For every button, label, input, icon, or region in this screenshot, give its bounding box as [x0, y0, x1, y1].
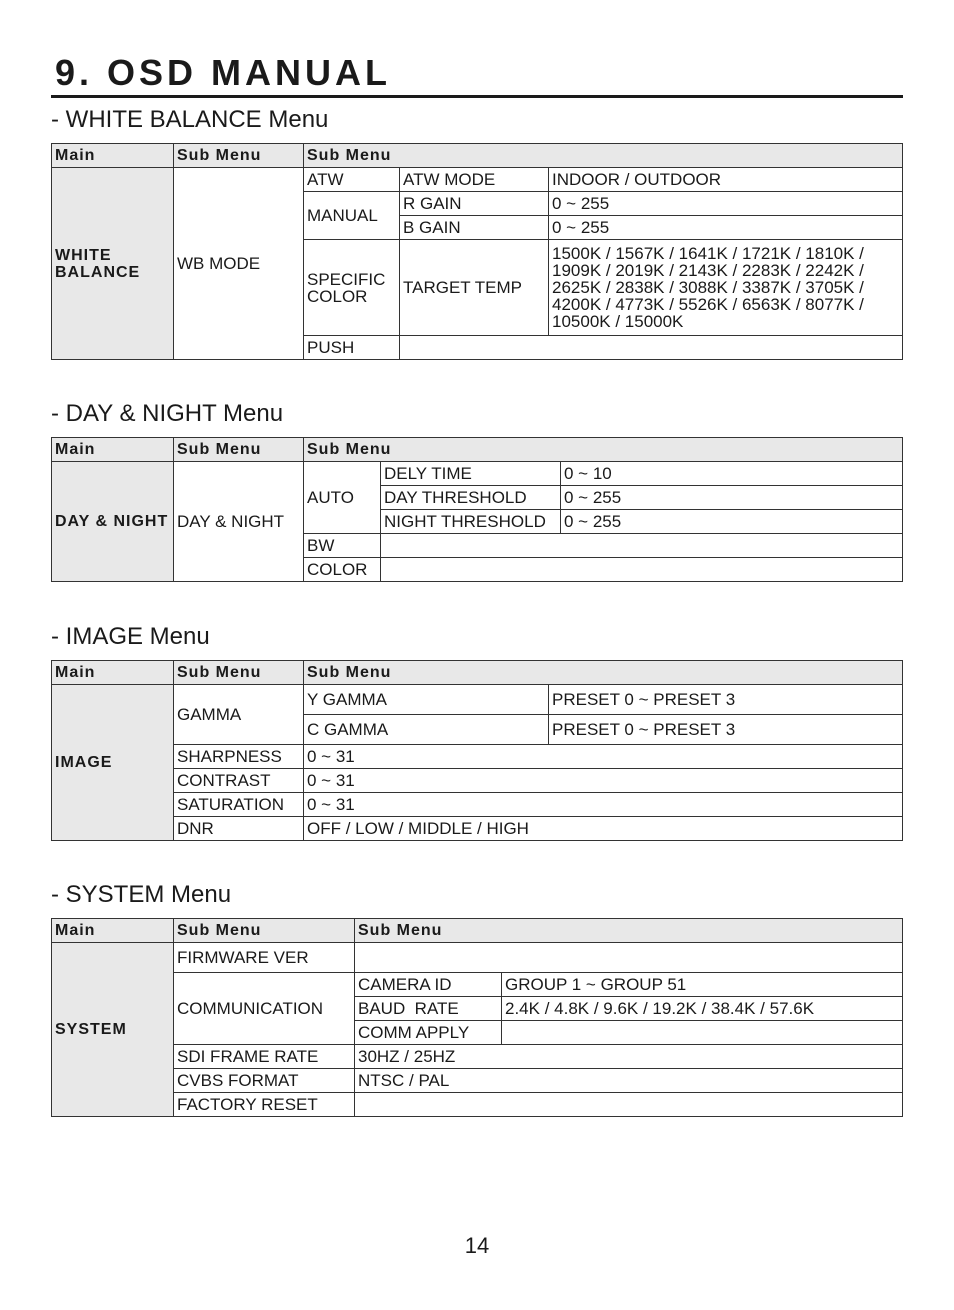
- cell-factory-reset-empty: [355, 1093, 903, 1117]
- main-cell-day-night: DAY & NIGHT: [52, 462, 174, 582]
- cell-dely-time: DELY TIME: [381, 462, 561, 486]
- sub-cell-firmware-ver: FIRMWARE VER: [174, 943, 355, 973]
- main-cell-system: SYSTEM: [52, 943, 174, 1117]
- main-cell-white-balance: WHITE BALANCE: [52, 168, 174, 360]
- sub-cell-cvbs-format: CVBS FORMAT: [174, 1069, 355, 1093]
- header-sub-menu-2: Sub Menu: [304, 661, 903, 685]
- header-sub-menu: Sub Menu: [174, 919, 355, 943]
- cell-bw-empty: [381, 534, 903, 558]
- title-divider: [51, 95, 903, 98]
- page-title: 9. OSD MANUAL: [55, 52, 392, 93]
- day-night-table: [51, 437, 903, 582]
- sub-cell-saturation: SATURATION: [174, 793, 304, 817]
- page-number: 14: [464, 1233, 490, 1258]
- cell-contrast-value: 0 ~ 31: [304, 769, 903, 793]
- cell-sdi-frame-rate-value: 30HZ / 25HZ: [355, 1045, 903, 1069]
- cell-firmware-ver-empty: [355, 943, 903, 973]
- cell-y-gamma: Y GAMMA: [304, 685, 549, 715]
- cell-specific-color: SPECIFIC COLOR: [304, 240, 400, 336]
- sub-cell-dnr: DNR: [174, 817, 304, 841]
- cell-c-gamma-value: PRESET 0 ~ PRESET 3: [549, 715, 903, 745]
- sub-cell-factory-reset: FACTORY RESET: [174, 1093, 355, 1117]
- sub-cell-contrast: CONTRAST: [174, 769, 304, 793]
- cell-baud-rate: BAUD RATE: [355, 997, 502, 1021]
- header-main: Main: [52, 438, 174, 462]
- image-section-title: - IMAGE Menu: [51, 623, 210, 650]
- cell-dely-time-value: 0 ~ 10: [561, 462, 903, 486]
- cell-y-gamma-value: PRESET 0 ~ PRESET 3: [549, 685, 903, 715]
- cell-target-temp-value: 1500K / 1567K / 1641K / 1721K / 1810K / 1909K / 2019K / 2143K / 2283K / 2242K / 2625K / 2838K / 3088K / 3387K / 3705K / 4200K / 4773K / 5526K / 6563K / 8077K / 10500K / 15000K: [549, 240, 903, 336]
- cell-r-gain: R GAIN: [400, 192, 549, 216]
- cell-night-threshold: NIGHT THRESHOLD: [381, 510, 561, 534]
- main-cell-image: IMAGE: [52, 685, 174, 841]
- cell-r-gain-value: 0 ~ 255: [549, 192, 903, 216]
- cell-day-threshold: DAY THRESHOLD: [381, 486, 561, 510]
- cell-cvbs-format-value: NTSC / PAL: [355, 1069, 903, 1093]
- cell-camera-id: CAMERA ID: [355, 973, 502, 997]
- sub-cell-communication: COMMUNICATION: [174, 973, 355, 1045]
- image-table: [51, 660, 903, 841]
- cell-atw-mode-value: INDOOR / OUTDOOR: [549, 168, 903, 192]
- sub-cell-day-night: DAY & NIGHT: [174, 462, 304, 582]
- cell-b-gain: B GAIN: [400, 216, 549, 240]
- header-sub-menu: Sub Menu: [174, 144, 304, 168]
- cell-saturation-value: 0 ~ 31: [304, 793, 903, 817]
- sub-cell-gamma: GAMMA: [174, 685, 304, 745]
- cell-dnr-value: OFF / LOW / MIDDLE / HIGH: [304, 817, 903, 841]
- sub-cell-sharpness: SHARPNESS: [174, 745, 304, 769]
- white-balance-section-title: - WHITE BALANCE Menu: [51, 106, 329, 133]
- header-sub-menu-2: Sub Menu: [304, 144, 903, 168]
- header-sub-menu: Sub Menu: [174, 438, 304, 462]
- white-balance-table: [51, 143, 903, 360]
- cell-camera-id-value: GROUP 1 ~ GROUP 51: [502, 973, 903, 997]
- cell-manual: MANUAL: [304, 192, 400, 240]
- cell-comm-apply-empty: [502, 1021, 903, 1045]
- cell-atw-mode: ATW MODE: [400, 168, 549, 192]
- cell-day-threshold-value: 0 ~ 255: [561, 486, 903, 510]
- cell-bw: BW: [304, 534, 381, 558]
- cell-push: PUSH: [304, 336, 400, 360]
- cell-color: COLOR: [304, 558, 381, 582]
- cell-baud-rate-value: 2.4K / 4.8K / 9.6K / 19.2K / 38.4K / 57.6K: [502, 997, 903, 1021]
- cell-b-gain-value: 0 ~ 255: [549, 216, 903, 240]
- header-main: Main: [52, 661, 174, 685]
- sub-cell-sdi-frame-rate: SDI FRAME RATE: [174, 1045, 355, 1069]
- cell-target-temp: TARGET TEMP: [400, 240, 549, 336]
- cell-c-gamma: C GAMMA: [304, 715, 549, 745]
- header-main: Main: [52, 919, 174, 943]
- cell-color-empty: [381, 558, 903, 582]
- header-sub-menu: Sub Menu: [174, 661, 304, 685]
- sub-cell-wb-mode: WB MODE: [174, 168, 304, 360]
- cell-push-empty: [400, 336, 903, 360]
- header-sub-menu-2: Sub Menu: [304, 438, 903, 462]
- cell-atw: ATW: [304, 168, 400, 192]
- system-table: [51, 918, 903, 1117]
- system-section-title: - SYSTEM Menu: [51, 881, 232, 908]
- day-night-section-title: - DAY & NIGHT Menu: [51, 400, 284, 427]
- cell-night-threshold-value: 0 ~ 255: [561, 510, 903, 534]
- cell-sharpness-value: 0 ~ 31: [304, 745, 903, 769]
- header-sub-menu-2: Sub Menu: [355, 919, 903, 943]
- header-main: Main: [52, 144, 174, 168]
- cell-comm-apply: COMM APPLY: [355, 1021, 502, 1045]
- cell-auto: AUTO: [304, 462, 381, 534]
